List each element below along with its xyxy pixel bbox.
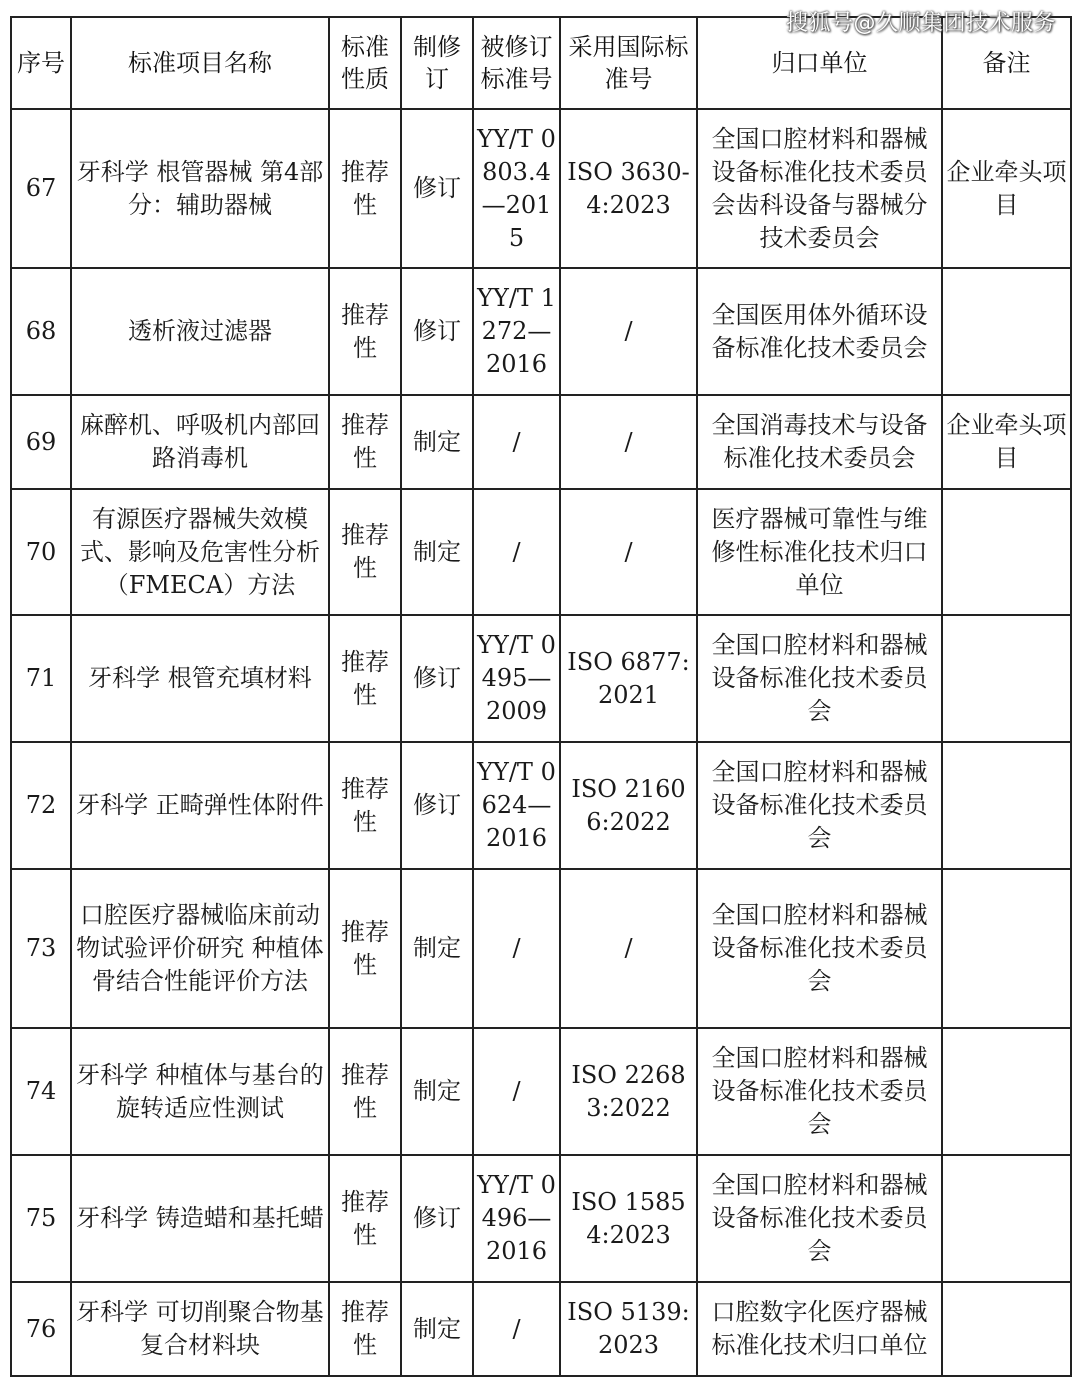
cell-nature: 推荐性: [329, 395, 401, 489]
cell-name: 牙科学 根管充填材料: [71, 615, 329, 742]
cell-name: 牙科学 铸造蜡和基托蜡: [71, 1155, 329, 1282]
watermark: 搜狐号@久顺集团技术服务: [785, 11, 1056, 36]
cell-note: [942, 1282, 1071, 1376]
cell-name: 口腔医疗器械临床前动物试验评价研究 种植体骨结合性能评价方法: [71, 869, 329, 1028]
cell-unit: 全国口腔材料和器械设备标准化技术委员会齿科设备与器械分技术委员会: [697, 109, 942, 268]
cell-seq: 73: [11, 869, 71, 1028]
cell-note: 企业牵头项目: [942, 395, 1071, 489]
cell-seq: 72: [11, 742, 71, 869]
cell-rev-type: 修订: [401, 1155, 473, 1282]
cell-note: [942, 615, 1071, 742]
cell-nature: 推荐性: [329, 489, 401, 615]
header-seq: 序号: [11, 17, 71, 109]
cell-intl: /: [560, 489, 697, 615]
cell-replaced: /: [473, 869, 560, 1028]
cell-replaced: /: [473, 489, 560, 615]
cell-rev-type: 制定: [401, 395, 473, 489]
table-row: [11, 489, 1071, 615]
cell-name: 牙科学 种植体与基台的旋转适应性测试: [71, 1028, 329, 1155]
cell-rev-type: 修订: [401, 109, 473, 268]
standards-table: [10, 16, 1072, 1377]
cell-replaced: YY/T 0803.4—2015: [473, 109, 560, 268]
cell-replaced: /: [473, 1282, 560, 1376]
cell-name: 透析液过滤器: [71, 268, 329, 395]
cell-seq: 70: [11, 489, 71, 615]
table-row: [11, 1028, 1071, 1155]
cell-intl: /: [560, 268, 697, 395]
cell-name: 麻醉机、呼吸机内部回路消毒机: [71, 395, 329, 489]
cell-seq: 71: [11, 615, 71, 742]
table-row: [11, 869, 1071, 1028]
table-row: [11, 395, 1071, 489]
cell-nature: 推荐性: [329, 742, 401, 869]
table-row: [11, 109, 1071, 268]
cell-rev-type: 制定: [401, 1028, 473, 1155]
cell-nature: 推荐性: [329, 869, 401, 1028]
cell-unit: 医疗器械可靠性与维修性标准化技术归口单位: [697, 489, 942, 615]
cell-rev-type: 制定: [401, 489, 473, 615]
cell-nature: 推荐性: [329, 615, 401, 742]
table-row: [11, 1282, 1071, 1376]
table-row: [11, 268, 1071, 395]
cell-replaced: YY/T 0624—2016: [473, 742, 560, 869]
cell-name: 有源医疗器械失效模式、影响及危害性分析（FMECA）方法: [71, 489, 329, 615]
cell-seq: 68: [11, 268, 71, 395]
cell-intl: ISO 22683:2022: [560, 1028, 697, 1155]
cell-rev-type: 修订: [401, 268, 473, 395]
cell-nature: 推荐性: [329, 268, 401, 395]
header-note: 备注: [942, 17, 1071, 109]
cell-nature: 推荐性: [329, 109, 401, 268]
cell-note: [942, 869, 1071, 1028]
cell-note: [942, 742, 1071, 869]
cell-replaced: YY/T 0495—2009: [473, 615, 560, 742]
cell-nature: 推荐性: [329, 1282, 401, 1376]
cell-intl: ISO 3630-4:2023: [560, 109, 697, 268]
cell-unit: 全国口腔材料和器械设备标准化技术委员会: [697, 615, 942, 742]
cell-intl: ISO 21606:2022: [560, 742, 697, 869]
cell-unit: 全国医用体外循环设备标准化技术委员会: [697, 268, 942, 395]
cell-note: 企业牵头项目: [942, 109, 1071, 268]
header-name: 标准项目名称: [71, 17, 329, 109]
cell-seq: 76: [11, 1282, 71, 1376]
header-replaced: 被修订标准号: [473, 17, 560, 109]
table-row: [11, 615, 1071, 742]
cell-seq: 69: [11, 395, 71, 489]
cell-rev-type: 制定: [401, 869, 473, 1028]
cell-seq: 67: [11, 109, 71, 268]
cell-intl: /: [560, 869, 697, 1028]
cell-replaced: YY/T 1272—2016: [473, 268, 560, 395]
cell-note: [942, 268, 1071, 395]
cell-note: [942, 1155, 1071, 1282]
cell-unit: 全国口腔材料和器械设备标准化技术委员会: [697, 1028, 942, 1155]
table-row: [11, 1155, 1071, 1282]
cell-seq: 74: [11, 1028, 71, 1155]
cell-unit: 全国消毒技术与设备标准化技术委员会: [697, 395, 942, 489]
cell-name: 牙科学 根管器械 第4部分：辅助器械: [71, 109, 329, 268]
cell-nature: 推荐性: [329, 1155, 401, 1282]
header-nature: 标准性质: [329, 17, 401, 109]
header-intl: 采用国际标准号: [560, 17, 697, 109]
cell-intl: /: [560, 395, 697, 489]
cell-name: 牙科学 正畸弹性体附件: [71, 742, 329, 869]
cell-replaced: /: [473, 1028, 560, 1155]
cell-intl: ISO 5139:2023: [560, 1282, 697, 1376]
cell-replaced: /: [473, 395, 560, 489]
cell-rev-type: 修订: [401, 615, 473, 742]
cell-unit: 全国口腔材料和器械设备标准化技术委员会: [697, 869, 942, 1028]
cell-note: [942, 1028, 1071, 1155]
cell-rev-type: 制定: [401, 1282, 473, 1376]
cell-seq: 75: [11, 1155, 71, 1282]
cell-unit: 口腔数字化医疗器械标准化技术归口单位: [697, 1282, 942, 1376]
cell-intl: ISO 6877:2021: [560, 615, 697, 742]
cell-replaced: YY/T 0496—2016: [473, 1155, 560, 1282]
cell-unit: 全国口腔材料和器械设备标准化技术委员会: [697, 742, 942, 869]
cell-name: 牙科学 可切削聚合物基复合材料块: [71, 1282, 329, 1376]
cell-note: [942, 489, 1071, 615]
table-row: [11, 742, 1071, 869]
header-rev-type: 制修订: [401, 17, 473, 109]
header-unit: 归口单位: [697, 17, 942, 109]
cell-rev-type: 修订: [401, 742, 473, 869]
cell-intl: ISO 15854:2023: [560, 1155, 697, 1282]
cell-unit: 全国口腔材料和器械设备标准化技术委员会: [697, 1155, 942, 1282]
cell-nature: 推荐性: [329, 1028, 401, 1155]
